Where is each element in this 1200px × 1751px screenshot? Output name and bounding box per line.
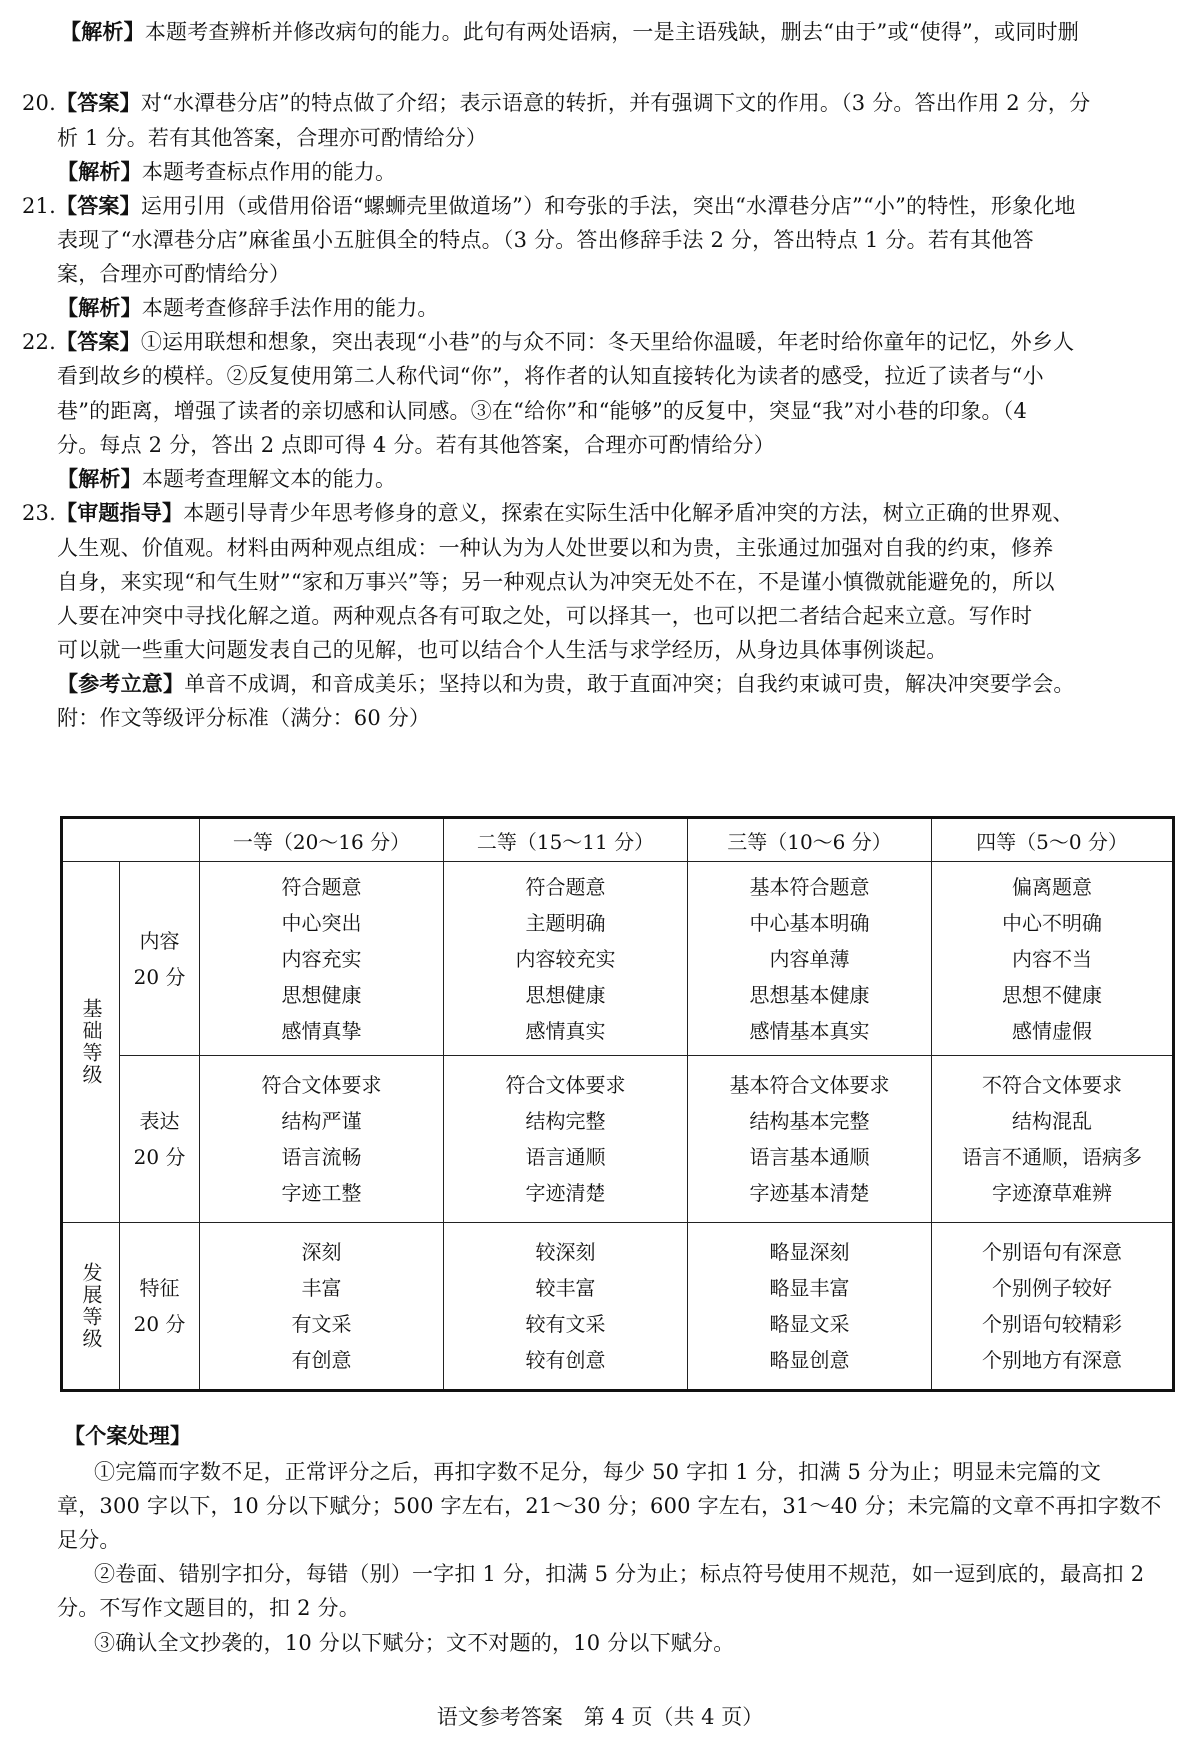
rubric-group-development bbox=[62, 1223, 120, 1391]
cell-line: 感情真实 bbox=[525, 1018, 606, 1043]
cell-line: 内容不当 bbox=[1012, 946, 1092, 971]
q19-analysis-line bbox=[0, 14, 1200, 51]
q21-answer-text-1: 运用引用（或借用俗语“螺蛳壳里做道场”）和夸张的手法，突出“水潭巷分店”“小”的特性，形象化地 bbox=[140, 194, 1076, 218]
cell-line: 感情虚假 bbox=[1012, 1018, 1092, 1043]
q23-guide-text-5: 可以就一些重大问题发表自己的见解，也可以结合个人生活与求学经历，从身边具体事例谈起。 bbox=[57, 638, 948, 662]
rubric-cell bbox=[200, 1056, 444, 1223]
page-footer: 语文参考答案 第 4 页（共 4 页） bbox=[436, 1705, 764, 1729]
cell-line: 符合题意 bbox=[281, 874, 362, 899]
cell-line: 深刻 bbox=[301, 1240, 342, 1264]
cell-line: 内容较充实 bbox=[515, 946, 616, 971]
cell-line: 结构严谨 bbox=[281, 1109, 362, 1133]
cell-line: 字迹工整 bbox=[281, 1181, 362, 1205]
case-2-line-2 bbox=[0, 1590, 1200, 1627]
cell-line: 个别语句有深意 bbox=[982, 1240, 1122, 1264]
rubric-header-grade-4: 四等（5～0 分） bbox=[932, 818, 1174, 862]
rubric-cell bbox=[444, 1056, 688, 1223]
q20-analysis-text: 本题考查标点作用的能力。 bbox=[141, 160, 397, 184]
rubric-row-label bbox=[120, 862, 200, 1056]
cell-line: 感情真挚 bbox=[281, 1018, 362, 1043]
q20-answer-line-1 bbox=[0, 85, 1200, 122]
rubric-group-basic bbox=[62, 862, 120, 1223]
rubric-row-label bbox=[120, 1056, 200, 1223]
cell-line: 有创意 bbox=[291, 1348, 352, 1372]
q22-answer-line-1 bbox=[0, 324, 1200, 361]
guide-tag: 【审题指导】 bbox=[56, 501, 184, 525]
q20-answer-text-1: 对“水潭巷分店”的特点做了介绍；表示语意的转折，并有强调下文的作用。（3 分。答出作用 2 分，分 bbox=[140, 91, 1091, 115]
rubric-cell bbox=[688, 1223, 932, 1391]
cell-line: 语言不通顺，语病多 bbox=[962, 1145, 1142, 1169]
cases-heading-line bbox=[0, 1418, 1200, 1455]
row-label-score: 20 分 bbox=[133, 1145, 186, 1169]
cell-line: 内容单薄 bbox=[769, 946, 850, 971]
rubric-header-row bbox=[62, 818, 1174, 862]
rubric-corner-cell bbox=[62, 818, 200, 862]
rubric-cell bbox=[688, 1056, 932, 1223]
cell-line: 基本符合题意 bbox=[749, 874, 870, 899]
q22-answer-line-4 bbox=[0, 427, 1200, 464]
analysis-tag: 【解析】 bbox=[57, 160, 142, 184]
cell-line: 符合文体要求 bbox=[505, 1073, 626, 1097]
q23-reference-text: 单音不成调，和音成美乐；坚持以和为贵，敢于直面冲突；自我约束诚可贵，解决冲突要学会。 bbox=[184, 672, 1075, 696]
q21-answer-text-3: 案，合理亦可酌情给分） bbox=[57, 262, 291, 286]
cell-line: 结构混乱 bbox=[1012, 1109, 1092, 1133]
cell-line: 内容充实 bbox=[281, 946, 362, 971]
q22-answer-line-2 bbox=[0, 358, 1200, 395]
rubric-cell bbox=[932, 1223, 1174, 1391]
analysis-text: 本题考查辨析并修改病句的能力。此句有两处语病，一是主语残缺，删去“由于”或“使得”，或同时删 bbox=[144, 20, 1079, 44]
cell-line: 感情基本真实 bbox=[749, 1018, 870, 1043]
rubric-header-grade-2: 二等（15～11 分） bbox=[444, 818, 688, 862]
cell-line: 符合题意 bbox=[525, 874, 606, 899]
q22-analysis-line bbox=[0, 461, 1200, 498]
appendix-text: 附：作文等级评分标准（满分：60 分） bbox=[57, 706, 431, 730]
row-label-name: 特征 bbox=[139, 1276, 180, 1300]
group-basic-label: 基础等级 bbox=[79, 998, 103, 1086]
cell-line: 语言基本通顺 bbox=[749, 1145, 870, 1169]
rubric-header-grade-3: 三等（10～6 分） bbox=[688, 818, 932, 862]
rubric-cell bbox=[200, 862, 444, 1056]
q23-number: 23. bbox=[22, 501, 56, 525]
rubric-row-label bbox=[120, 1223, 200, 1391]
cell-line: 不符合文体要求 bbox=[982, 1073, 1122, 1097]
q21-answer-line-3 bbox=[0, 256, 1200, 293]
cell-line: 字迹潦草难辨 bbox=[992, 1181, 1112, 1205]
rubric-row-expression bbox=[62, 1056, 1174, 1223]
q23-reference-line bbox=[0, 666, 1200, 703]
essay-rubric-table bbox=[60, 816, 1175, 1392]
cell-line: 思想健康 bbox=[525, 982, 606, 1007]
case-2-text-2: 分。不写作文题目的，扣 2 分。 bbox=[57, 1596, 360, 1620]
q20-number: 20. bbox=[22, 91, 56, 115]
case-1-text-1: ①完篇而字数不足，正常评分之后，再扣字数不足分，每少 50 字扣 1 分，扣满 5 分为止；明显未完篇的文 bbox=[94, 1460, 1102, 1484]
q21-answer-line-1 bbox=[0, 188, 1200, 225]
case-1-line-2 bbox=[0, 1488, 1200, 1525]
row-label-score: 20 分 bbox=[133, 1312, 186, 1336]
case-1-line-3 bbox=[0, 1522, 1200, 1559]
cell-line: 个别例子较好 bbox=[992, 1276, 1112, 1300]
cell-line: 丰富 bbox=[301, 1276, 342, 1300]
q20-answer-line-2 bbox=[0, 120, 1200, 157]
q20-analysis-line bbox=[0, 154, 1200, 191]
case-2-text-1: ②卷面、错别字扣分，每错（别）一字扣 1 分，扣满 5 分为止；标点符号使用不规范，如一逗到底的，最高扣 2 bbox=[94, 1562, 1145, 1586]
cell-line: 结构完整 bbox=[525, 1109, 606, 1133]
q23-guide-line-1 bbox=[0, 495, 1200, 532]
cell-line: 结构基本完整 bbox=[749, 1109, 870, 1133]
q23-guide-line-4 bbox=[0, 598, 1200, 635]
cell-line: 中心基本明确 bbox=[749, 910, 870, 935]
cell-line: 思想不健康 bbox=[1002, 982, 1102, 1007]
cell-line: 个别语句较精彩 bbox=[982, 1312, 1122, 1336]
case-3-text: ③确认全文抄袭的，10 分以下赋分；文不对题的，10 分以下赋分。 bbox=[94, 1631, 735, 1655]
q20-answer-text-2: 析 1 分。若有其他答案，合理亦可酌情给分） bbox=[57, 126, 488, 150]
q22-number: 22. bbox=[22, 330, 56, 354]
q21-analysis-text: 本题考查修辞手法作用的能力。 bbox=[141, 296, 439, 320]
q23-guide-line-5 bbox=[0, 632, 1200, 669]
cell-line: 思想健康 bbox=[281, 982, 362, 1007]
q22-answer-text-2: 看到故乡的模样。②反复使用第二人称代词“你”，将作者的认知直接转化为读者的感受，拉近了读者与“小 bbox=[57, 364, 1044, 388]
q23-guide-text-1: 本题引导青少年思考修身的意义，探索在实际生活中化解矛盾冲突的方法，树立正确的世界观、 bbox=[183, 501, 1074, 525]
cell-line: 略显丰富 bbox=[769, 1276, 850, 1300]
q23-guide-text-4: 人要在冲突中寻找化解之道。两种观点各有可取之处，可以择其一，也可以把二者结合起来立意。写作时 bbox=[57, 604, 1033, 628]
cell-line: 较有文采 bbox=[525, 1312, 606, 1336]
group-development-label: 发展等级 bbox=[79, 1262, 103, 1350]
q21-answer-line-2 bbox=[0, 222, 1200, 259]
cell-line: 较丰富 bbox=[535, 1276, 596, 1300]
q23-guide-line-3 bbox=[0, 564, 1200, 601]
analysis-tag: 【解析】 bbox=[60, 20, 145, 44]
row-label-score: 20 分 bbox=[133, 964, 186, 989]
cell-line: 中心不明确 bbox=[1002, 910, 1102, 935]
rubric-cell bbox=[444, 862, 688, 1056]
case-3-line bbox=[0, 1625, 1200, 1662]
cell-line: 思想基本健康 bbox=[749, 982, 870, 1007]
q21-analysis-line bbox=[0, 290, 1200, 327]
cases-tag: 【个案处理】 bbox=[64, 1424, 192, 1448]
case-1-text-2: 章，300 字以下，10 分以下赋分；500 字左右，21～30 分；600 字左右，31～40 分；未完篇的文章不再扣字数不 bbox=[57, 1494, 1162, 1518]
answer-tag: 【答案】 bbox=[56, 330, 141, 354]
rubric-row-content bbox=[62, 862, 1174, 1056]
q23-guide-text-3: 自身，来实现“和气生财”“家和万事兴”等；另一种观点认为冲突无处不在，不是谨小慎微就能避免的，所以 bbox=[57, 570, 1055, 594]
q23-guide-line-2 bbox=[0, 530, 1200, 567]
q22-answer-text-4: 分。每点 2 分，答出 2 点即可得 4 分。若有其他答案，合理亦可酌情给分） bbox=[57, 433, 775, 457]
cell-line: 略显创意 bbox=[769, 1348, 850, 1372]
cell-line: 较深刻 bbox=[535, 1240, 596, 1264]
answer-tag: 【答案】 bbox=[56, 194, 141, 218]
rubric-cell bbox=[200, 1223, 444, 1391]
analysis-tag: 【解析】 bbox=[57, 467, 142, 491]
case-1-text-3: 足分。 bbox=[57, 1528, 121, 1552]
cell-line: 主题明确 bbox=[525, 910, 606, 935]
cell-line: 语言通顺 bbox=[525, 1145, 606, 1169]
cell-line: 较有创意 bbox=[525, 1348, 606, 1372]
cell-line: 字迹清楚 bbox=[525, 1181, 606, 1205]
rubric-cell bbox=[932, 862, 1174, 1056]
reference-tag: 【参考立意】 bbox=[57, 672, 185, 696]
cell-line: 符合文体要求 bbox=[261, 1073, 382, 1097]
q22-analysis-text: 本题考查理解文本的能力。 bbox=[141, 467, 397, 491]
q21-number: 21. bbox=[22, 194, 56, 218]
cell-line: 个别地方有深意 bbox=[982, 1348, 1122, 1372]
rubric-cell bbox=[444, 1223, 688, 1391]
analysis-tag: 【解析】 bbox=[57, 296, 142, 320]
q23-guide-text-2: 人生观、价值观。材料由两种观点组成：一种认为为人处世要以和为贵，主张通过加强对自我的约束，修养 bbox=[57, 536, 1054, 560]
cell-line: 有文采 bbox=[291, 1312, 352, 1336]
cell-line: 语言流畅 bbox=[281, 1145, 362, 1169]
cell-line: 略显深刻 bbox=[769, 1240, 850, 1264]
cell-line: 偏离题意 bbox=[1012, 874, 1092, 899]
rubric-row-feature bbox=[62, 1223, 1174, 1391]
row-label-name: 表达 bbox=[139, 1109, 180, 1133]
appendix-line bbox=[0, 700, 1200, 737]
cell-line: 基本符合文体要求 bbox=[729, 1073, 890, 1097]
q22-answer-text-1: ①运用联想和想象，突出表现“小巷”的与众不同：冬天里给你温暖，年老时给你童年的记忆，外乡人 bbox=[140, 330, 1075, 354]
rubric-cell bbox=[688, 862, 932, 1056]
q22-answer-text-3: 巷”的距离，增强了读者的亲切感和认同感。③在“给你”和“能够”的反复中，突显“我”对小巷的印象。（4 bbox=[57, 399, 1028, 423]
q22-answer-line-3 bbox=[0, 393, 1200, 430]
case-2-line-1 bbox=[0, 1556, 1200, 1593]
case-1-line-1 bbox=[0, 1454, 1200, 1491]
answer-tag: 【答案】 bbox=[56, 91, 141, 115]
rubric-cell bbox=[932, 1056, 1174, 1223]
cell-line: 字迹基本清楚 bbox=[749, 1181, 870, 1205]
q21-answer-text-2: 表现了“水潭巷分店”麻雀虽小五脏俱全的特点。（3 分。答出修辞手法 2 分，答出特点 1 分。若有其他答 bbox=[57, 228, 1034, 252]
cell-line: 略显文采 bbox=[769, 1312, 850, 1336]
row-label-name: 内容 bbox=[139, 928, 180, 953]
rubric-header-grade-1: 一等（20～16 分） bbox=[200, 818, 444, 862]
cell-line: 中心突出 bbox=[281, 910, 362, 935]
